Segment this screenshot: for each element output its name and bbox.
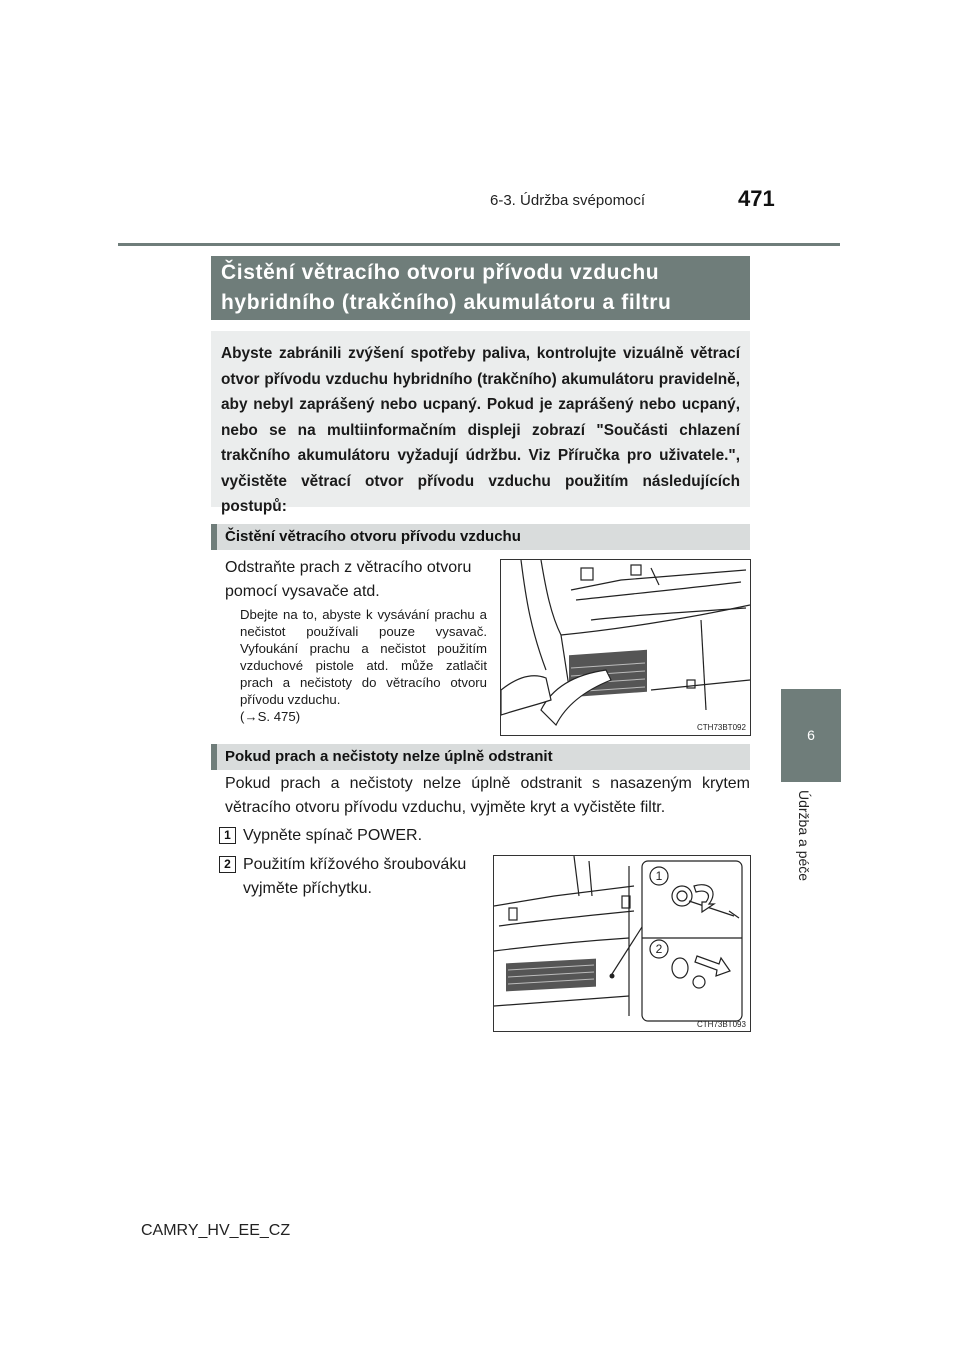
step-number-1: 1 <box>219 827 236 844</box>
vacuum-drawing <box>501 560 750 735</box>
cleaning-note <box>240 606 487 725</box>
clip-removal-drawing <box>494 856 750 1031</box>
chapter-tab: 6 <box>781 689 841 782</box>
subheading-cleaning: Čistění větracího otvoru přívodu vzduchu <box>211 524 750 550</box>
vacuum-illustration <box>500 559 751 736</box>
section-title-line1: Čistění větracího otvoru přívodu vzduchu <box>221 261 660 284</box>
document-code: CAMRY_HV_EE_CZ <box>141 1222 291 1239</box>
clip-removal-illustration <box>493 855 751 1032</box>
step-1-text: Vypněte spínač POWER. <box>243 827 423 844</box>
subheading-dust-not-removed: Pokud prach a nečistoty nelze úplně odstranit <box>211 744 750 770</box>
figure-code-1: CTH73BT092 <box>697 723 746 732</box>
section-title-line2: hybridního (trakčního) akumulátoru a filtru <box>221 291 672 314</box>
intro-text: Abyste zabránili zvýšení spotřeby paliva, kontrolujte vizuálně větrací otvor přívodu vzduchu hybridního (trakčního) akumulátoru pravidelně, aby nebyl zaprášený nebo ucpaný. Pokud je zaprášený nebo ucpaný, nebo se na multiinformačním displeji zobrazí "Součásti chlazení trakčního akumulátoru vyžadují údržbu. Viz Příručka pro uživatele.", vyčistěte větrací otvor přívodu vzduchu použitím následujících postupů: <box>211 331 750 507</box>
dust-instruction: Pokud prach a nečistoty nelze úplně odstranit s nasazeným krytem větracího otvoru přívodu vzduchu, vyjměte kryt a vyčistěte filtr. <box>225 775 750 816</box>
chapter-label: Údržba a péče <box>796 790 812 882</box>
header-rule <box>118 243 840 246</box>
page-number: 471 <box>738 186 775 211</box>
step-number-2: 2 <box>219 856 236 873</box>
figure-code-2: CTH73BT093 <box>697 1020 746 1029</box>
running-header-section: 6-3. Údržba svépomocí <box>490 192 646 209</box>
cleaning-instruction: Odstraňte prach z větracího otvoru pomocí vysavače atd. <box>225 559 472 600</box>
callout-2: 2 <box>655 942 663 956</box>
section-title <box>211 256 750 320</box>
cleaning-note-ref: (→S. 475) <box>240 709 301 724</box>
callout-1: 1 <box>655 869 663 883</box>
step-2-text: Použitím křížového šroubováku vyjměte příchytku. <box>243 856 467 897</box>
cleaning-note-text: Dbejte na to, abyste k vysávání prachu a nečistot používali pouze vysavač. Vyfoukání prachu a nečistot použitím vzduchové pistole atd. může zatlačit prach a nečistoty do větracího otvoru přívodu vzduchu. <box>240 607 487 707</box>
